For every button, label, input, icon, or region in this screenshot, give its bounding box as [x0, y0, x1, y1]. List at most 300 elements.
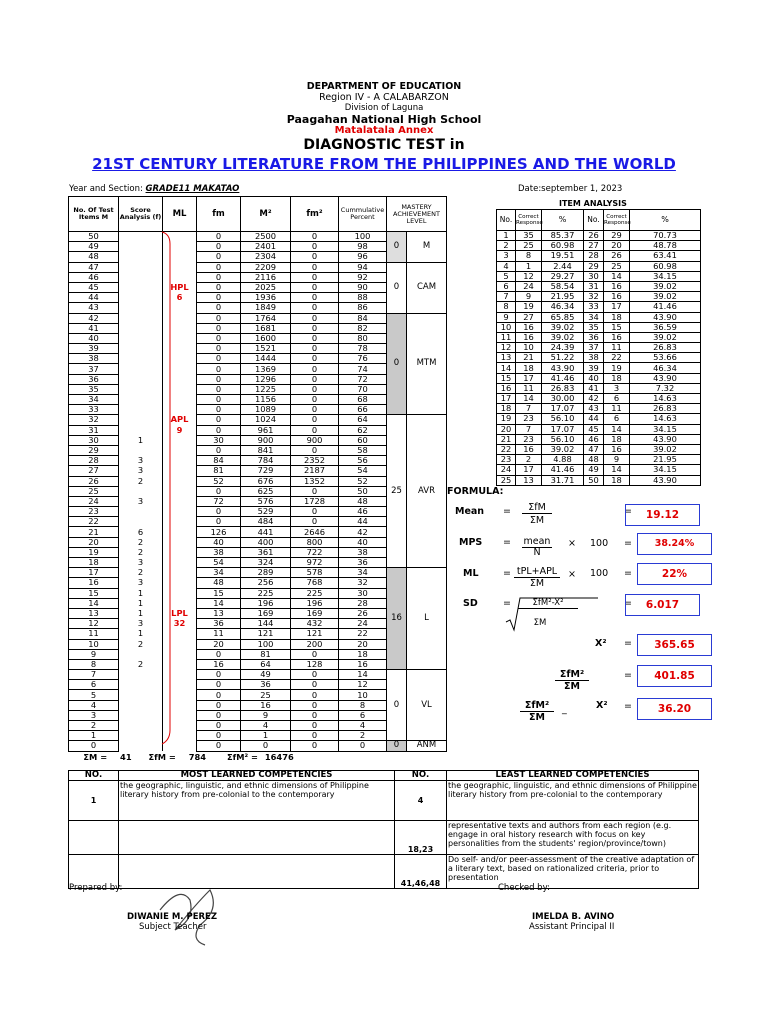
fm-squared-cell: 0 [291, 282, 339, 292]
fm-cell: 0 [197, 405, 241, 415]
fm-squared-cell: 1728 [291, 496, 339, 506]
cumulative-cell: 14 [339, 670, 387, 680]
correct-count: 23 [516, 414, 542, 424]
comp-no-header: NO. [69, 771, 119, 781]
item-analysis-header [497, 210, 701, 231]
most-text [119, 821, 395, 855]
fm-squared-cell: 722 [291, 547, 339, 557]
sd-result: 6.017 [625, 594, 700, 616]
fm-cell: 0 [197, 242, 241, 252]
ml-cell: 9 [163, 425, 197, 435]
x2-result: 365.65 [637, 634, 712, 656]
item-no: 12 [497, 343, 516, 353]
cumulative-cell: 100 [339, 232, 387, 242]
frequency-cell [119, 710, 163, 720]
correct-count: 35 [516, 231, 542, 241]
item-row [497, 312, 701, 322]
ml-cell: APL [163, 415, 197, 425]
correct-count-2: 16 [604, 444, 630, 454]
item-no-2: 35 [584, 322, 604, 332]
m-squared-cell: 1764 [241, 313, 291, 323]
item-no: 5 [497, 271, 516, 281]
cumulative-cell: 64 [339, 415, 387, 425]
totals-row [69, 751, 447, 764]
header-fm: fm [197, 197, 241, 232]
item-no-header: No. [497, 210, 516, 231]
test-item-cell: 33 [69, 405, 119, 415]
correct-count: 27 [516, 312, 542, 322]
m-squared-cell: 1936 [241, 293, 291, 303]
fm-squared-cell: 972 [291, 558, 339, 568]
m-squared-cell: 2500 [241, 232, 291, 242]
mastery-level: M [407, 232, 447, 263]
most-no [69, 821, 119, 855]
item-no: 17 [497, 394, 516, 404]
test-item-cell: 49 [69, 242, 119, 252]
frequency-cell [119, 262, 163, 272]
m-squared-cell: 729 [241, 466, 291, 476]
item-row [497, 332, 701, 342]
percent: 46.34 [542, 302, 584, 312]
frequency-cell [119, 690, 163, 700]
least-no: 18,23 [395, 821, 447, 855]
m-squared-cell: 1156 [241, 395, 291, 405]
frequency-cell [119, 670, 163, 680]
mastery-level: AVR [407, 415, 447, 568]
prepared-name: DIWANIE M. PEREZ [127, 912, 218, 922]
frequency-cell: 1 [119, 629, 163, 639]
cumulative-cell: 96 [339, 252, 387, 262]
frequency-cell [119, 517, 163, 527]
cumulative-cell: 2 [339, 731, 387, 741]
formula-label: FORMULA: [447, 486, 504, 497]
frequency-cell [119, 425, 163, 435]
ml-cell: 32 [163, 619, 197, 629]
cumulative-cell: 30 [339, 588, 387, 598]
percent: 2.44 [542, 261, 584, 271]
item-no: 4 [497, 261, 516, 271]
mastery-count: 25 [387, 415, 407, 568]
test-title: DIAGNOSTIC TEST in [303, 137, 465, 153]
item-no: 19 [497, 414, 516, 424]
fm-squared-cell: 196 [291, 598, 339, 608]
fm-squared-cell: 0 [291, 721, 339, 731]
fm-squared-cell: 121 [291, 629, 339, 639]
item-no: 22 [497, 444, 516, 454]
fm-cell: 0 [197, 507, 241, 517]
header-m-squared: M² [241, 197, 291, 232]
percent-2: 63.41 [630, 251, 701, 261]
test-date: Date:september 1, 2023 [518, 184, 623, 194]
cumulative-cell: 52 [339, 476, 387, 486]
checked-role: Assistant Principal II [529, 922, 615, 932]
cumulative-cell: 58 [339, 445, 387, 455]
cumulative-cell: 98 [339, 242, 387, 252]
mastery-count: 0 [387, 313, 407, 415]
x2-label: X² [595, 638, 607, 649]
item-no-2: 38 [584, 353, 604, 363]
test-item-cell: 12 [69, 619, 119, 629]
percent-2: 39.02 [630, 332, 701, 342]
fm-squared-cell: 200 [291, 639, 339, 649]
item-no-2: 42 [584, 394, 604, 404]
test-item-cell: 31 [69, 425, 119, 435]
test-item-cell: 18 [69, 558, 119, 568]
cumulative-cell: 48 [339, 496, 387, 506]
most-text: the geographic, linguistic, and ethnic dimensions of Philippine literary history from pre-colonial to the contemporary [119, 781, 395, 821]
item-no: 2 [497, 241, 516, 251]
frequency-cell: 2 [119, 568, 163, 578]
item-no-header-2: No. [584, 210, 604, 231]
mastery-level: VL [407, 670, 447, 741]
sum-fm-label: ΣfM = [148, 752, 176, 763]
item-row [497, 383, 701, 393]
fm-cell: 34 [197, 568, 241, 578]
cumulative-cell: 12 [339, 680, 387, 690]
cumulative-cell: 56 [339, 456, 387, 466]
cumulative-cell: 82 [339, 323, 387, 333]
diff-result: 36.20 [637, 698, 712, 720]
fm-cell: 16 [197, 659, 241, 669]
frequency-cell: 3 [119, 619, 163, 629]
fm-cell: 0 [197, 272, 241, 282]
m-squared-cell: 1521 [241, 344, 291, 354]
correct-count-2: 11 [604, 404, 630, 414]
frequency-cell [119, 232, 163, 242]
correct-count: 9 [516, 292, 542, 302]
mean-eq2: = [624, 506, 632, 517]
m-squared-cell: 625 [241, 486, 291, 496]
cumulative-cell: 38 [339, 547, 387, 557]
ml-times: × [568, 569, 576, 580]
percent-2: 14.63 [630, 394, 701, 404]
item-row [497, 343, 701, 353]
item-row [497, 261, 701, 271]
cumulative-cell: 0 [339, 741, 387, 751]
fm-squared-cell: 0 [291, 690, 339, 700]
percent: 41.46 [542, 373, 584, 383]
least-learned-header: LEAST LEARNED COMPETENCIES [447, 771, 699, 781]
fm-cell: 0 [197, 731, 241, 741]
mastery-level: ANM [407, 741, 447, 751]
item-analysis-table [496, 209, 701, 486]
correct-count: 23 [516, 434, 542, 444]
fm-squared-cell: 0 [291, 252, 339, 262]
item-no-2: 27 [584, 241, 604, 251]
percent: 39.02 [542, 322, 584, 332]
fm2-denom: ΣM [564, 681, 580, 692]
header-ml: ML [163, 197, 197, 232]
mps-eq2: = [624, 538, 632, 549]
competencies-header [69, 771, 699, 781]
m-squared-cell: 784 [241, 456, 291, 466]
mastery-level: CAM [407, 262, 447, 313]
item-row [497, 302, 701, 312]
fm-cell: 0 [197, 670, 241, 680]
fm-squared-cell: 0 [291, 405, 339, 415]
comp-no-header-2: NO. [395, 771, 447, 781]
m-squared-cell: 36 [241, 680, 291, 690]
test-item-cell: 44 [69, 293, 119, 303]
percent: 21.95 [542, 292, 584, 302]
diff-x2: X² [596, 700, 608, 711]
fm-squared-cell: 0 [291, 517, 339, 527]
subject-title: 21ST CENTURY LITERATURE FROM THE PHILIPPINES AND THE WORLD [92, 155, 676, 173]
correct-count-2: 17 [604, 302, 630, 312]
cumulative-cell: 92 [339, 272, 387, 282]
m-squared-cell: 1296 [241, 374, 291, 384]
frequency-cell: 3 [119, 496, 163, 506]
cumulative-cell: 72 [339, 374, 387, 384]
correct-count-2: 6 [604, 394, 630, 404]
percent: 26.83 [542, 383, 584, 393]
ml-eq2: = [624, 568, 632, 579]
frequency-cell [119, 721, 163, 731]
fm-cell: 0 [197, 323, 241, 333]
frequency-cell: 2 [119, 659, 163, 669]
fm-cell: 0 [197, 262, 241, 272]
least-text: Do self- and/or peer-assessment of the creative adaptation of a literary text, based on rationalized criteria, prior to presentation [447, 855, 699, 889]
cumulative-cell: 28 [339, 598, 387, 608]
fm-squared-cell: 0 [291, 649, 339, 659]
m-squared-cell: 1849 [241, 303, 291, 313]
percent-2: 48.78 [630, 241, 701, 251]
correct-count-2: 20 [604, 241, 630, 251]
correct-count: 11 [516, 383, 542, 393]
frequency-cell [119, 445, 163, 455]
cumulative-cell: 78 [339, 344, 387, 354]
correct-count-2: 18 [604, 434, 630, 444]
least-text: representative texts and authors from each region (e.g. engage in oral history research with focus on key personalities from the students' region/province/town) [447, 821, 699, 855]
cumulative-cell: 80 [339, 333, 387, 343]
mean-numer: ΣfM [522, 502, 552, 514]
fm-squared-cell: 0 [291, 384, 339, 394]
m-squared-cell: 1024 [241, 415, 291, 425]
correct-count: 16 [516, 444, 542, 454]
fm-squared-cell: 800 [291, 537, 339, 547]
fm-squared-cell: 225 [291, 588, 339, 598]
frequency-cell [119, 293, 163, 303]
item-no-2: 37 [584, 343, 604, 353]
percent: 19.51 [542, 251, 584, 261]
percent-2: 34.15 [630, 271, 701, 281]
year-section-label: Year and Section: [69, 184, 143, 194]
correct-count: 14 [516, 394, 542, 404]
frequency-cell [119, 323, 163, 333]
fm-squared-cell: 0 [291, 507, 339, 517]
cumulative-cell: 70 [339, 384, 387, 394]
item-no: 15 [497, 373, 516, 383]
m-squared-cell: 1444 [241, 354, 291, 364]
m-squared-cell: 1681 [241, 323, 291, 333]
percent-2: 34.15 [630, 465, 701, 475]
correct-count: 7 [516, 404, 542, 414]
fm-cell: 11 [197, 629, 241, 639]
competencies-table [68, 770, 699, 889]
header-test-items: No. Of Test Items M [69, 197, 119, 232]
m-squared-cell: 225 [241, 588, 291, 598]
mean-result: 19.12 [625, 504, 700, 526]
m-squared-cell: 2209 [241, 262, 291, 272]
ml-cell: HPL [163, 282, 197, 292]
test-item-cell: 30 [69, 435, 119, 445]
m-squared-cell: 1600 [241, 333, 291, 343]
percent-2: 14.63 [630, 414, 701, 424]
correct-count: 17 [516, 465, 542, 475]
mean-eq: = [503, 506, 511, 517]
test-item-cell: 28 [69, 456, 119, 466]
m-squared-cell: 16 [241, 700, 291, 710]
score-row [69, 741, 447, 751]
test-item-cell: 41 [69, 323, 119, 333]
header-cumulative: Cummulative Percent [339, 197, 387, 232]
fm-cell: 0 [197, 680, 241, 690]
mastery-level: L [407, 568, 447, 670]
item-row [497, 475, 701, 485]
cumulative-cell: 8 [339, 700, 387, 710]
fm-squared-cell: 0 [291, 313, 339, 323]
item-no-2: 32 [584, 292, 604, 302]
mastery-count: 0 [387, 741, 407, 751]
item-no: 25 [497, 475, 516, 485]
item-no: 7 [497, 292, 516, 302]
frequency-cell [119, 395, 163, 405]
test-item-cell: 29 [69, 445, 119, 455]
fm-cell: 72 [197, 496, 241, 506]
percent-2: 43.90 [630, 434, 701, 444]
fm2-numer: ΣfM² [555, 669, 589, 681]
test-item-cell: 9 [69, 649, 119, 659]
header-mastery: MASTERY ACHIEVEMENT LEVEL [387, 197, 447, 232]
fm-cell: 30 [197, 435, 241, 445]
cumulative-cell: 26 [339, 608, 387, 618]
test-item-cell: 16 [69, 578, 119, 588]
ml-numer: tPL+APL [514, 566, 560, 578]
test-item-cell: 23 [69, 507, 119, 517]
test-item-cell: 39 [69, 344, 119, 354]
fm-squared-cell: 0 [291, 395, 339, 405]
fm-cell: 84 [197, 456, 241, 466]
test-item-cell: 2 [69, 721, 119, 731]
fm-squared-cell: 0 [291, 670, 339, 680]
test-item-cell: 38 [69, 354, 119, 364]
percent-2: 41.46 [630, 302, 701, 312]
correct-count: 8 [516, 251, 542, 261]
frequency-cell [119, 741, 163, 751]
item-no-2: 36 [584, 332, 604, 342]
m-squared-cell: 121 [241, 629, 291, 639]
fm-cell: 0 [197, 303, 241, 313]
percent: 56.10 [542, 414, 584, 424]
item-no-2: 33 [584, 302, 604, 312]
test-item-cell: 7 [69, 670, 119, 680]
correct-count: 10 [516, 343, 542, 353]
frequency-cell [119, 354, 163, 364]
cumulative-cell: 4 [339, 721, 387, 731]
m-squared-cell: 196 [241, 598, 291, 608]
percent-2: 26.83 [630, 343, 701, 353]
x2-eq: = [624, 638, 632, 649]
fm-squared-cell: 900 [291, 435, 339, 445]
item-no: 16 [497, 383, 516, 393]
percent-2: 39.02 [630, 292, 701, 302]
header-fm-squared: fm² [291, 197, 339, 232]
fm-cell: 52 [197, 476, 241, 486]
item-no-2: 29 [584, 261, 604, 271]
m-squared-cell: 81 [241, 649, 291, 659]
frequency-cell [119, 364, 163, 374]
mps-hundred: 100 [590, 538, 609, 549]
correct-count: 21 [516, 353, 542, 363]
fm-squared-cell: 0 [291, 741, 339, 751]
percent-2: 21.95 [630, 455, 701, 465]
frequency-cell [119, 731, 163, 741]
cumulative-cell: 6 [339, 710, 387, 720]
m-squared-cell: 256 [241, 578, 291, 588]
item-no-2: 26 [584, 231, 604, 241]
fm-cell: 13 [197, 608, 241, 618]
fm-cell: 0 [197, 445, 241, 455]
m-squared-cell: 0 [241, 741, 291, 751]
cumulative-cell: 36 [339, 558, 387, 568]
test-item-cell: 50 [69, 232, 119, 242]
percent: 17.07 [542, 404, 584, 414]
item-row [497, 271, 701, 281]
m-squared-cell: 441 [241, 527, 291, 537]
item-no-2: 45 [584, 424, 604, 434]
frequency-cell: 3 [119, 456, 163, 466]
item-row [497, 251, 701, 261]
item-no-2: 48 [584, 455, 604, 465]
item-no-2: 44 [584, 414, 604, 424]
cumulative-cell: 10 [339, 690, 387, 700]
ml-denom: ΣM [529, 578, 545, 589]
mastery-count: 0 [387, 670, 407, 741]
mps-denom: N [533, 547, 541, 558]
year-section [69, 184, 239, 194]
test-item-cell: 46 [69, 272, 119, 282]
fm-cell: 0 [197, 649, 241, 659]
fm-squared-cell: 0 [291, 731, 339, 741]
frequency-cell [119, 415, 163, 425]
sum-fm2-value: 16476 [264, 752, 294, 763]
test-item-cell: 34 [69, 395, 119, 405]
prepared-role: Subject Teacher [139, 922, 207, 932]
test-item-cell: 19 [69, 547, 119, 557]
correct-count-2: 16 [604, 332, 630, 342]
fm-cell: 36 [197, 619, 241, 629]
percent-2: 46.34 [630, 363, 701, 373]
correct-count-2: 9 [604, 455, 630, 465]
test-item-cell: 25 [69, 486, 119, 496]
fm-cell: 126 [197, 527, 241, 537]
percent-2: 39.02 [630, 281, 701, 291]
cumulative-cell: 20 [339, 639, 387, 649]
fm-cell: 0 [197, 517, 241, 527]
fm-cell: 0 [197, 282, 241, 292]
m-squared-cell: 961 [241, 425, 291, 435]
header-score-analysis: Score Analysis (f) [119, 197, 163, 232]
frequency-cell [119, 333, 163, 343]
fm-squared-cell: 1352 [291, 476, 339, 486]
frequency-cell [119, 405, 163, 415]
correct-count: 2 [516, 455, 542, 465]
frequency-cell [119, 384, 163, 394]
fm-squared-cell: 169 [291, 608, 339, 618]
test-item-cell: 32 [69, 415, 119, 425]
ml-eq: = [503, 568, 511, 579]
cumulative-cell: 22 [339, 629, 387, 639]
